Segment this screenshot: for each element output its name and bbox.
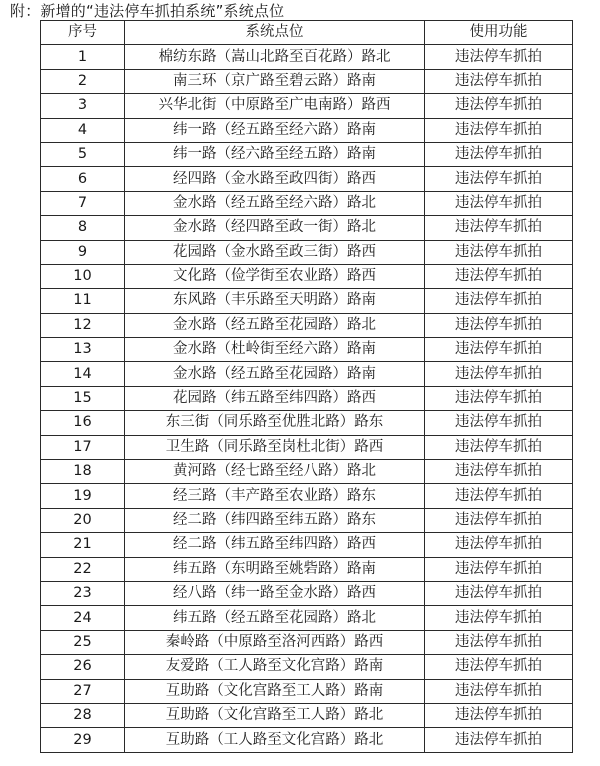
cell-location: 纬一路（经五路至经六路）路南	[125, 118, 425, 142]
cell-function: 违法停车抓拍	[425, 264, 573, 288]
cell-serial-number: 17	[41, 435, 125, 459]
table-row	[41, 557, 573, 581]
table-row	[41, 484, 573, 508]
cell-location: 兴华北街（中原路至广电南路）路西	[125, 94, 425, 118]
cell-location: 棉纺东路（嵩山北路至百花路）路北	[125, 45, 425, 69]
cell-serial-number: 9	[41, 240, 125, 264]
camera-points-table	[40, 20, 573, 753]
table-row	[41, 45, 573, 69]
cell-location: 秦岭路（中原路至洛河西路）路西	[125, 630, 425, 654]
cell-serial-number: 8	[41, 216, 125, 240]
table-row	[41, 142, 573, 166]
table-row	[41, 435, 573, 459]
header-function: 使用功能	[425, 21, 573, 45]
table-header-row	[41, 21, 573, 45]
cell-function: 违法停车抓拍	[425, 411, 573, 435]
table-row	[41, 655, 573, 679]
cell-serial-number: 14	[41, 362, 125, 386]
table-row	[41, 411, 573, 435]
cell-function: 违法停车抓拍	[425, 484, 573, 508]
cell-function: 违法停车抓拍	[425, 94, 573, 118]
cell-location: 金水路（经五路至经六路）路北	[125, 191, 425, 215]
cell-serial-number: 12	[41, 313, 125, 337]
cell-function: 违法停车抓拍	[425, 630, 573, 654]
cell-location: 南三环（京广路至碧云路）路南	[125, 69, 425, 93]
cell-location: 经三路（丰产路至农业路）路东	[125, 484, 425, 508]
cell-function: 违法停车抓拍	[425, 45, 573, 69]
cell-function: 违法停车抓拍	[425, 435, 573, 459]
cell-location: 文化路（俭学街至农业路）路西	[125, 264, 425, 288]
cell-function: 违法停车抓拍	[425, 289, 573, 313]
cell-location: 金水路（经五路至花园路）路南	[125, 362, 425, 386]
cell-function: 违法停车抓拍	[425, 703, 573, 727]
cell-serial-number: 29	[41, 728, 125, 752]
cell-function: 违法停车抓拍	[425, 557, 573, 581]
cell-serial-number: 23	[41, 581, 125, 605]
cell-serial-number: 2	[41, 69, 125, 93]
cell-function: 违法停车抓拍	[425, 728, 573, 752]
cell-location: 卫生路（同乐路至岗杜北街）路西	[125, 435, 425, 459]
cell-serial-number: 19	[41, 484, 125, 508]
cell-location: 花园路（纬五路至纬四路）路西	[125, 386, 425, 410]
cell-serial-number: 26	[41, 655, 125, 679]
table-row	[41, 118, 573, 142]
cell-serial-number: 25	[41, 630, 125, 654]
cell-location: 互助路（文化宫路至工人路）路南	[125, 679, 425, 703]
header-system-location: 系统点位	[125, 21, 425, 45]
table-row	[41, 240, 573, 264]
cell-function: 违法停车抓拍	[425, 142, 573, 166]
cell-function: 违法停车抓拍	[425, 362, 573, 386]
table-row	[41, 679, 573, 703]
cell-location: 东风路（丰乐路至天明路）路南	[125, 289, 425, 313]
cell-location: 经八路（纬一路至金水路）路西	[125, 581, 425, 605]
table-row	[41, 460, 573, 484]
cell-serial-number: 18	[41, 460, 125, 484]
cell-serial-number: 4	[41, 118, 125, 142]
table-body	[41, 45, 573, 752]
cell-location: 经二路（纬四路至纬五路）路东	[125, 508, 425, 532]
cell-function: 违法停车抓拍	[425, 533, 573, 557]
table-row	[41, 581, 573, 605]
table-row	[41, 508, 573, 532]
cell-serial-number: 16	[41, 411, 125, 435]
cell-location: 经四路（金水路至政四街）路西	[125, 167, 425, 191]
cell-location: 金水路（经四路至政一街）路北	[125, 216, 425, 240]
table-row	[41, 630, 573, 654]
cell-location: 东三街（同乐路至优胜北路）路东	[125, 411, 425, 435]
cell-serial-number: 13	[41, 338, 125, 362]
cell-location: 纬一路（经六路至经五路）路南	[125, 142, 425, 166]
table-row	[41, 167, 573, 191]
cell-serial-number: 6	[41, 167, 125, 191]
document-caption: 附：新增的“违法停车抓拍系统”系统点位	[10, 2, 285, 20]
cell-serial-number: 28	[41, 703, 125, 727]
cell-location: 经二路（纬五路至纬四路）路西	[125, 533, 425, 557]
cell-location: 黄河路（经七路至经八路）路北	[125, 460, 425, 484]
header-serial-number: 序号	[41, 21, 125, 45]
cell-function: 违法停车抓拍	[425, 386, 573, 410]
table-row	[41, 728, 573, 752]
table-row	[41, 606, 573, 630]
cell-function: 违法停车抓拍	[425, 167, 573, 191]
cell-serial-number: 24	[41, 606, 125, 630]
table-row	[41, 94, 573, 118]
cell-serial-number: 27	[41, 679, 125, 703]
cell-function: 违法停车抓拍	[425, 606, 573, 630]
cell-function: 违法停车抓拍	[425, 313, 573, 337]
cell-location: 纬五路（东明路至姚砦路）路南	[125, 557, 425, 581]
cell-function: 违法停车抓拍	[425, 240, 573, 264]
cell-function: 违法停车抓拍	[425, 581, 573, 605]
cell-serial-number: 22	[41, 557, 125, 581]
cell-location: 金水路（经五路至花园路）路北	[125, 313, 425, 337]
cell-serial-number: 1	[41, 45, 125, 69]
table-row	[41, 533, 573, 557]
cell-serial-number: 11	[41, 289, 125, 313]
cell-function: 违法停车抓拍	[425, 69, 573, 93]
cell-location: 花园路（金水路至政三街）路西	[125, 240, 425, 264]
table-row	[41, 386, 573, 410]
cell-function: 违法停车抓拍	[425, 679, 573, 703]
cell-serial-number: 20	[41, 508, 125, 532]
table-row	[41, 362, 573, 386]
cell-serial-number: 7	[41, 191, 125, 215]
cell-function: 违法停车抓拍	[425, 216, 573, 240]
cell-location: 友爱路（工人路至文化宫路）路南	[125, 655, 425, 679]
cell-function: 违法停车抓拍	[425, 508, 573, 532]
cell-serial-number: 21	[41, 533, 125, 557]
cell-location: 互助路（文化宫路至工人路）路北	[125, 703, 425, 727]
table-row	[41, 191, 573, 215]
table-row	[41, 264, 573, 288]
table-row	[41, 69, 573, 93]
cell-serial-number: 10	[41, 264, 125, 288]
cell-function: 违法停车抓拍	[425, 191, 573, 215]
table-row	[41, 313, 573, 337]
cell-serial-number: 15	[41, 386, 125, 410]
table-row	[41, 338, 573, 362]
cell-serial-number: 5	[41, 142, 125, 166]
cell-function: 违法停车抓拍	[425, 118, 573, 142]
table-row	[41, 289, 573, 313]
cell-serial-number: 3	[41, 94, 125, 118]
cell-function: 违法停车抓拍	[425, 338, 573, 362]
cell-function: 违法停车抓拍	[425, 460, 573, 484]
cell-location: 纬五路（经五路至花园路）路北	[125, 606, 425, 630]
cell-function: 违法停车抓拍	[425, 655, 573, 679]
table-row	[41, 216, 573, 240]
cell-location: 金水路（杜岭街至经六路）路南	[125, 338, 425, 362]
table-row	[41, 703, 573, 727]
cell-location: 互助路（工人路至文化宫路）路北	[125, 728, 425, 752]
